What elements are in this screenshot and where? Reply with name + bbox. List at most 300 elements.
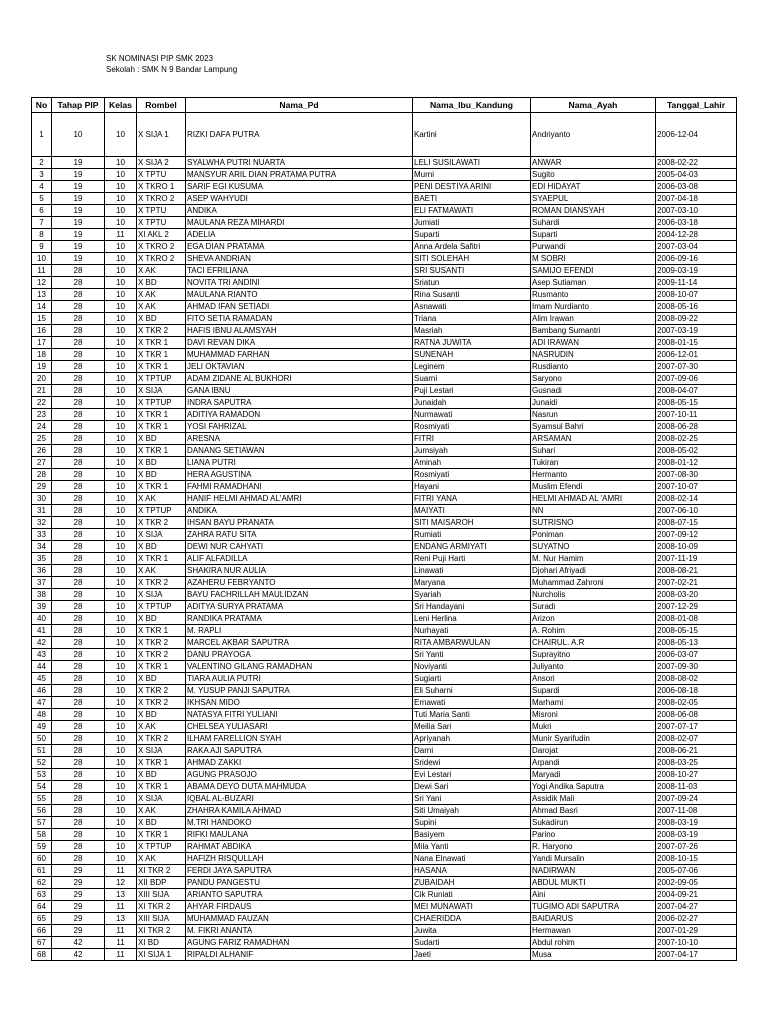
cell-rombel: XI TKR 2 (137, 865, 186, 877)
cell-nama-ibu: RITA AMBARWULAN (413, 637, 531, 649)
cell-nama-ibu: BAETI (413, 193, 531, 205)
cell-nama-ibu: Triana (413, 313, 531, 325)
cell-no: 41 (32, 625, 52, 637)
cell-kelas: 10 (105, 433, 137, 445)
cell-no: 23 (32, 409, 52, 421)
cell-no: 5 (32, 193, 52, 205)
cell-tahap-pip: 42 (52, 937, 105, 949)
cell-nama-ibu: HASANA (413, 865, 531, 877)
cell-rombel: X TKR 1 (137, 409, 186, 421)
cell-kelas: 10 (105, 445, 137, 457)
cell-kelas: 10 (105, 541, 137, 553)
cell-tanggal-lahir: 2006-03-08 (656, 181, 737, 193)
cell-no: 55 (32, 793, 52, 805)
cell-nama-pd: ANDIKA (186, 505, 413, 517)
cell-tanggal-lahir: 2004-12-28 (656, 229, 737, 241)
cell-tanggal-lahir: 2007-08-30 (656, 469, 737, 481)
cell-nama-pd: MARCEL AKBAR SAPUTRA (186, 637, 413, 649)
cell-nama-ibu: Rina Susanti (413, 289, 531, 301)
cell-kelas: 11 (105, 937, 137, 949)
cell-nama-ibu: MAIYATI (413, 505, 531, 517)
cell-nama-ayah: Yandi Mursalin (531, 853, 656, 865)
cell-rombel: X TKR 1 (137, 625, 186, 637)
cell-no: 12 (32, 277, 52, 289)
cell-kelas: 12 (105, 877, 137, 889)
table-row (32, 517, 737, 529)
cell-tanggal-lahir: 2008-10-15 (656, 853, 737, 865)
col-header-nama-ayah: Nama_Ayah (531, 98, 656, 113)
cell-nama-pd: MAULANA REZA MIHARDI (186, 217, 413, 229)
cell-nama-ayah: ANWAR (531, 157, 656, 169)
cell-nama-ibu: CHAERIDDA (413, 913, 531, 925)
cell-kelas: 10 (105, 325, 137, 337)
table-row (32, 113, 737, 157)
cell-nama-ibu: Sri Yanti (413, 649, 531, 661)
cell-tahap-pip: 28 (52, 313, 105, 325)
cell-nama-pd: MUHAMMAD FAUZAN (186, 913, 413, 925)
cell-nama-ayah: Darojat (531, 745, 656, 757)
cell-nama-ibu: Murni (413, 169, 531, 181)
table-row (32, 553, 737, 565)
table-row (32, 625, 737, 637)
cell-tahap-pip: 19 (52, 229, 105, 241)
cell-tanggal-lahir: 2008-05-13 (656, 637, 737, 649)
cell-tanggal-lahir: 2008-03-20 (656, 589, 737, 601)
cell-tanggal-lahir: 2007-01-29 (656, 925, 737, 937)
cell-nama-ayah: HELMI AHMAD AL 'AMRI (531, 493, 656, 505)
table-row (32, 613, 737, 625)
cell-tanggal-lahir: 2008-09-22 (656, 313, 737, 325)
cell-tanggal-lahir: 2007-04-27 (656, 901, 737, 913)
cell-no: 38 (32, 589, 52, 601)
cell-nama-ayah: SYAEPUL (531, 193, 656, 205)
cell-kelas: 13 (105, 913, 137, 925)
cell-rombel: X AK (137, 721, 186, 733)
cell-nama-ibu: ENDANG ARMIYATI (413, 541, 531, 553)
cell-nama-ayah: NASRUDIN (531, 349, 656, 361)
cell-nama-ayah: BAIDARUS (531, 913, 656, 925)
cell-kelas: 10 (105, 253, 137, 265)
cell-kelas: 11 (105, 925, 137, 937)
cell-nama-ayah: Parino (531, 829, 656, 841)
table-row (32, 445, 737, 457)
cell-tanggal-lahir: 2006-03-07 (656, 649, 737, 661)
cell-tanggal-lahir: 2007-11-08 (656, 805, 737, 817)
cell-rombel: X AK (137, 853, 186, 865)
cell-rombel: X TPTU (137, 169, 186, 181)
cell-no: 57 (32, 817, 52, 829)
cell-rombel: X BD (137, 541, 186, 553)
table-row (32, 385, 737, 397)
table-row (32, 349, 737, 361)
cell-nama-ayah: Nurcholis (531, 589, 656, 601)
cell-tanggal-lahir: 2007-02-21 (656, 577, 737, 589)
cell-nama-ibu: Juwita (413, 925, 531, 937)
cell-kelas: 10 (105, 685, 137, 697)
cell-nama-ibu: Meilia Sari (413, 721, 531, 733)
cell-no: 29 (32, 481, 52, 493)
cell-nama-pd: ZAHRA RATU SITA (186, 529, 413, 541)
cell-rombel: X BD (137, 709, 186, 721)
cell-tahap-pip: 28 (52, 397, 105, 409)
table-row (32, 781, 737, 793)
cell-nama-pd: DAVI REVAN DIKA (186, 337, 413, 349)
cell-tanggal-lahir: 2007-04-17 (656, 949, 737, 961)
cell-kelas: 10 (105, 193, 137, 205)
cell-tanggal-lahir: 2007-03-19 (656, 325, 737, 337)
cell-kelas: 10 (105, 313, 137, 325)
cell-tanggal-lahir: 2008-06-08 (656, 709, 737, 721)
table-row (32, 469, 737, 481)
cell-rombel: XII BDP (137, 877, 186, 889)
cell-tanggal-lahir: 2008-02-07 (656, 733, 737, 745)
cell-rombel: X SIJA 2 (137, 157, 186, 169)
cell-nama-pd: TIARA AULIA PUTRI (186, 673, 413, 685)
cell-tanggal-lahir: 2002-09-05 (656, 877, 737, 889)
cell-no: 28 (32, 469, 52, 481)
cell-nama-pd: ABAMA DEYO DUTA MAHMUDA (186, 781, 413, 793)
cell-tanggal-lahir: 2009-11-14 (656, 277, 737, 289)
cell-kelas: 10 (105, 565, 137, 577)
cell-kelas: 10 (105, 793, 137, 805)
cell-nama-ayah: Abdul rohim (531, 937, 656, 949)
cell-nama-ayah: Junaidi (531, 397, 656, 409)
cell-nama-ibu: SUNENAH (413, 349, 531, 361)
cell-rombel: X BD (137, 313, 186, 325)
cell-nama-pd: JELI OKTAVIAN (186, 361, 413, 373)
cell-nama-ibu: Junaidah (413, 397, 531, 409)
cell-no: 27 (32, 457, 52, 469)
cell-kelas: 10 (105, 385, 137, 397)
cell-kelas: 10 (105, 709, 137, 721)
cell-kelas: 10 (105, 157, 137, 169)
table-row (32, 745, 737, 757)
cell-nama-ayah: Sugito (531, 169, 656, 181)
cell-nama-ibu: Ernawati (413, 697, 531, 709)
cell-tanggal-lahir: 2007-10-11 (656, 409, 737, 421)
cell-no: 42 (32, 637, 52, 649)
cell-tanggal-lahir: 2008-01-15 (656, 337, 737, 349)
cell-nama-pd: HAFIS IBNU ALAMSYAH (186, 325, 413, 337)
cell-nama-pd: GANA IBNU (186, 385, 413, 397)
cell-nama-ibu: Mila Yanti (413, 841, 531, 853)
cell-nama-ayah: Ahmad Basri (531, 805, 656, 817)
table-row (32, 565, 737, 577)
cell-rombel: X TKR 1 (137, 421, 186, 433)
cell-rombel: X BD (137, 277, 186, 289)
cell-no: 53 (32, 769, 52, 781)
col-header-nama-ibu: Nama_Ibu_Kandung (413, 98, 531, 113)
cell-nama-pd: DEWI NUR CAHYATI (186, 541, 413, 553)
col-header-no: No (32, 98, 52, 113)
cell-nama-ayah: Rusdianto (531, 361, 656, 373)
cell-nama-ayah: EDI HIDAYAT (531, 181, 656, 193)
cell-kelas: 10 (105, 805, 137, 817)
cell-nama-pd: DANU PRAYOGA (186, 649, 413, 661)
table-row (32, 253, 737, 265)
cell-rombel: X AK (137, 493, 186, 505)
cell-no: 34 (32, 541, 52, 553)
cell-no: 25 (32, 433, 52, 445)
cell-tahap-pip: 28 (52, 457, 105, 469)
cell-rombel: XI SIJA 1 (137, 949, 186, 961)
cell-nama-ibu: Puji Lestari (413, 385, 531, 397)
cell-tahap-pip: 28 (52, 637, 105, 649)
cell-tanggal-lahir: 2006-09-16 (656, 253, 737, 265)
cell-no: 39 (32, 601, 52, 613)
cell-tahap-pip: 28 (52, 421, 105, 433)
cell-nama-ibu: Eli Suharni (413, 685, 531, 697)
cell-tahap-pip: 29 (52, 865, 105, 877)
cell-nama-ibu: Anna Ardela Safitri (413, 241, 531, 253)
document-title: SK NOMINASI PIP SMK 2023 (106, 54, 214, 63)
table-row (32, 481, 737, 493)
cell-no: 50 (32, 733, 52, 745)
cell-nama-ibu: Sudarti (413, 937, 531, 949)
cell-no: 10 (32, 253, 52, 265)
cell-tahap-pip: 28 (52, 745, 105, 757)
cell-tanggal-lahir: 2008-08-21 (656, 565, 737, 577)
cell-rombel: X AK (137, 301, 186, 313)
cell-no: 3 (32, 169, 52, 181)
cell-tahap-pip: 28 (52, 409, 105, 421)
cell-tanggal-lahir: 2008-05-02 (656, 445, 737, 457)
cell-tahap-pip: 29 (52, 877, 105, 889)
table-row (32, 589, 737, 601)
cell-rombel: X TKR 1 (137, 781, 186, 793)
cell-tanggal-lahir: 2007-04-18 (656, 193, 737, 205)
cell-tahap-pip: 19 (52, 193, 105, 205)
cell-rombel: X TKRO 2 (137, 193, 186, 205)
cell-kelas: 10 (105, 757, 137, 769)
cell-nama-ayah: Bambang Sumantri (531, 325, 656, 337)
cell-rombel: X BD (137, 613, 186, 625)
document-header (106, 53, 237, 75)
cell-nama-pd: HERA AGUSTINA (186, 469, 413, 481)
cell-nama-ayah: TUGIMO ADI SAPUTRA (531, 901, 656, 913)
cell-tahap-pip: 19 (52, 217, 105, 229)
cell-nama-ayah: Hermanto (531, 469, 656, 481)
table-row (32, 913, 737, 925)
table-row (32, 541, 737, 553)
cell-nama-ibu: LELI SUSILAWATI (413, 157, 531, 169)
cell-nama-pd: IKHSAN MIDO (186, 697, 413, 709)
cell-tahap-pip: 28 (52, 685, 105, 697)
cell-kelas: 10 (105, 625, 137, 637)
cell-nama-pd: FITO SETIA RAMADAN (186, 313, 413, 325)
cell-nama-ibu: SRI SUSANTI (413, 265, 531, 277)
cell-nama-pd: ADELIA (186, 229, 413, 241)
table-row (32, 313, 737, 325)
cell-kelas: 13 (105, 889, 137, 901)
cell-nama-pd: M. YUSUP PANJI SAPUTRA (186, 685, 413, 697)
cell-nama-pd: RAKA AJI SAPUTRA (186, 745, 413, 757)
cell-tanggal-lahir: 2007-10-10 (656, 937, 737, 949)
cell-tanggal-lahir: 2006-12-01 (656, 349, 737, 361)
table-row (32, 673, 737, 685)
table-row (32, 241, 737, 253)
table-row (32, 169, 737, 181)
cell-rombel: X TKR 1 (137, 361, 186, 373)
cell-nama-pd: AGUNG FARIZ RAMADHAN (186, 937, 413, 949)
cell-no: 48 (32, 709, 52, 721)
cell-no: 32 (32, 517, 52, 529)
cell-tanggal-lahir: 2007-09-24 (656, 793, 737, 805)
cell-rombel: X SIJA (137, 589, 186, 601)
cell-kelas: 10 (105, 721, 137, 733)
cell-nama-ibu: Dewi Sari (413, 781, 531, 793)
table-row (32, 937, 737, 949)
cell-kelas: 10 (105, 781, 137, 793)
col-header-tahap-pip: Tahap PIP (52, 98, 105, 113)
cell-rombel: X TKR 1 (137, 829, 186, 841)
table-row (32, 229, 737, 241)
cell-nama-ayah: Assidik Mali (531, 793, 656, 805)
cell-nama-ayah: M. Nur Hamim (531, 553, 656, 565)
cell-rombel: XI TKR 2 (137, 925, 186, 937)
cell-nama-pd: ALIF ALFADILLA (186, 553, 413, 565)
cell-nama-ibu: Aminah (413, 457, 531, 469)
cell-kelas: 10 (105, 733, 137, 745)
col-header-tanggal-lahir: Tanggal_Lahir (656, 98, 737, 113)
cell-kelas: 10 (105, 673, 137, 685)
cell-nama-ayah: Arizon (531, 613, 656, 625)
cell-rombel: XI AKL 2 (137, 229, 186, 241)
cell-nama-ayah: Juliyanto (531, 661, 656, 673)
cell-nama-ibu: Darni (413, 745, 531, 757)
cell-no: 8 (32, 229, 52, 241)
table-row (32, 733, 737, 745)
cell-no: 60 (32, 853, 52, 865)
cell-nama-ayah: Poniman (531, 529, 656, 541)
cell-nama-ibu: Noviyanti (413, 661, 531, 673)
cell-tanggal-lahir: 2006-03-18 (656, 217, 737, 229)
cell-tahap-pip: 28 (52, 673, 105, 685)
cell-nama-ayah: Rusmanto (531, 289, 656, 301)
cell-tahap-pip: 28 (52, 541, 105, 553)
table-row (32, 829, 737, 841)
cell-tanggal-lahir: 2008-05-15 (656, 625, 737, 637)
cell-tahap-pip: 28 (52, 385, 105, 397)
cell-tanggal-lahir: 2008-02-22 (656, 157, 737, 169)
cell-tahap-pip: 28 (52, 277, 105, 289)
cell-tanggal-lahir: 2008-02-25 (656, 433, 737, 445)
cell-tahap-pip: 28 (52, 565, 105, 577)
cell-nama-pd: ARESNA (186, 433, 413, 445)
cell-nama-pd: ASEP WAHYUDI (186, 193, 413, 205)
cell-kelas: 10 (105, 829, 137, 841)
cell-nama-ibu: Suparti (413, 229, 531, 241)
table-row (32, 853, 737, 865)
cell-nama-pd: RAHMAT ABDIKA (186, 841, 413, 853)
table-row (32, 277, 737, 289)
cell-nama-pd: SHEVA ANDRIAN (186, 253, 413, 265)
table-row (32, 193, 737, 205)
cell-nama-pd: AHMAD IFAN SETIADI (186, 301, 413, 313)
cell-kelas: 10 (105, 217, 137, 229)
cell-tanggal-lahir: 2009-03-19 (656, 265, 737, 277)
cell-nama-pd: ANDIKA (186, 205, 413, 217)
cell-nama-pd: M.TRI HANDOKO (186, 817, 413, 829)
table-row (32, 337, 737, 349)
cell-no: 66 (32, 925, 52, 937)
cell-rombel: X TKRO 2 (137, 241, 186, 253)
cell-nama-pd: ADITYA SURYA PRATAMA (186, 601, 413, 613)
cell-tahap-pip: 28 (52, 805, 105, 817)
cell-nama-pd: IHSAN BAYU PRANATA (186, 517, 413, 529)
cell-no: 56 (32, 805, 52, 817)
table-row (32, 865, 737, 877)
cell-nama-ayah: Yogi Andika Saputra (531, 781, 656, 793)
cell-kelas: 10 (105, 169, 137, 181)
cell-rombel: X TKR 1 (137, 445, 186, 457)
cell-kelas: 10 (105, 505, 137, 517)
cell-nama-ayah: Sukadirun (531, 817, 656, 829)
table-row (32, 301, 737, 313)
cell-tahap-pip: 28 (52, 733, 105, 745)
cell-no: 13 (32, 289, 52, 301)
cell-nama-ayah: Alim Irawan (531, 313, 656, 325)
cell-tahap-pip: 28 (52, 361, 105, 373)
cell-nama-ayah: Andriyanto (531, 113, 656, 157)
cell-kelas: 10 (105, 613, 137, 625)
cell-nama-ibu: ZUBAIDAH (413, 877, 531, 889)
cell-rombel: X TPTUP (137, 373, 186, 385)
nomination-table (31, 97, 737, 961)
cell-nama-ibu: Supini (413, 817, 531, 829)
cell-kelas: 10 (105, 181, 137, 193)
cell-no: 44 (32, 661, 52, 673)
cell-tahap-pip: 28 (52, 661, 105, 673)
cell-tahap-pip: 29 (52, 889, 105, 901)
cell-rombel: X TKR 1 (137, 757, 186, 769)
cell-rombel: X AK (137, 265, 186, 277)
cell-tahap-pip: 28 (52, 577, 105, 589)
cell-kelas: 11 (105, 865, 137, 877)
cell-nama-pd: NATASYA FITRI YULIANI (186, 709, 413, 721)
cell-nama-ibu: ELI FATMAWATI (413, 205, 531, 217)
cell-kelas: 10 (105, 409, 137, 421)
cell-rombel: X TKR 2 (137, 325, 186, 337)
cell-no: 24 (32, 421, 52, 433)
cell-tahap-pip: 29 (52, 901, 105, 913)
table-row (32, 373, 737, 385)
cell-kelas: 10 (105, 265, 137, 277)
cell-rombel: X TKRO 1 (137, 181, 186, 193)
cell-tahap-pip: 28 (52, 553, 105, 565)
cell-rombel: X SIJA (137, 385, 186, 397)
cell-tanggal-lahir: 2008-01-12 (656, 457, 737, 469)
cell-tanggal-lahir: 2007-07-17 (656, 721, 737, 733)
table-row (32, 325, 737, 337)
cell-nama-ayah: Mukri (531, 721, 656, 733)
cell-no: 36 (32, 565, 52, 577)
cell-no: 49 (32, 721, 52, 733)
cell-tahap-pip: 28 (52, 301, 105, 313)
cell-tahap-pip: 42 (52, 949, 105, 961)
cell-nama-ayah: Nasrun (531, 409, 656, 421)
cell-tahap-pip: 19 (52, 169, 105, 181)
cell-rombel: X SIJA (137, 793, 186, 805)
table-row (32, 769, 737, 781)
cell-tahap-pip: 28 (52, 697, 105, 709)
cell-nama-ayah: CHAIRUL. A.R (531, 637, 656, 649)
cell-rombel: X SIJA 1 (137, 113, 186, 157)
cell-rombel: X TKRO 2 (137, 253, 186, 265)
cell-nama-pd: RIPALDI ALHANIF (186, 949, 413, 961)
cell-rombel: X AK (137, 565, 186, 577)
cell-nama-pd: BAYU FACHRILLAH MAULIDZAN (186, 589, 413, 601)
